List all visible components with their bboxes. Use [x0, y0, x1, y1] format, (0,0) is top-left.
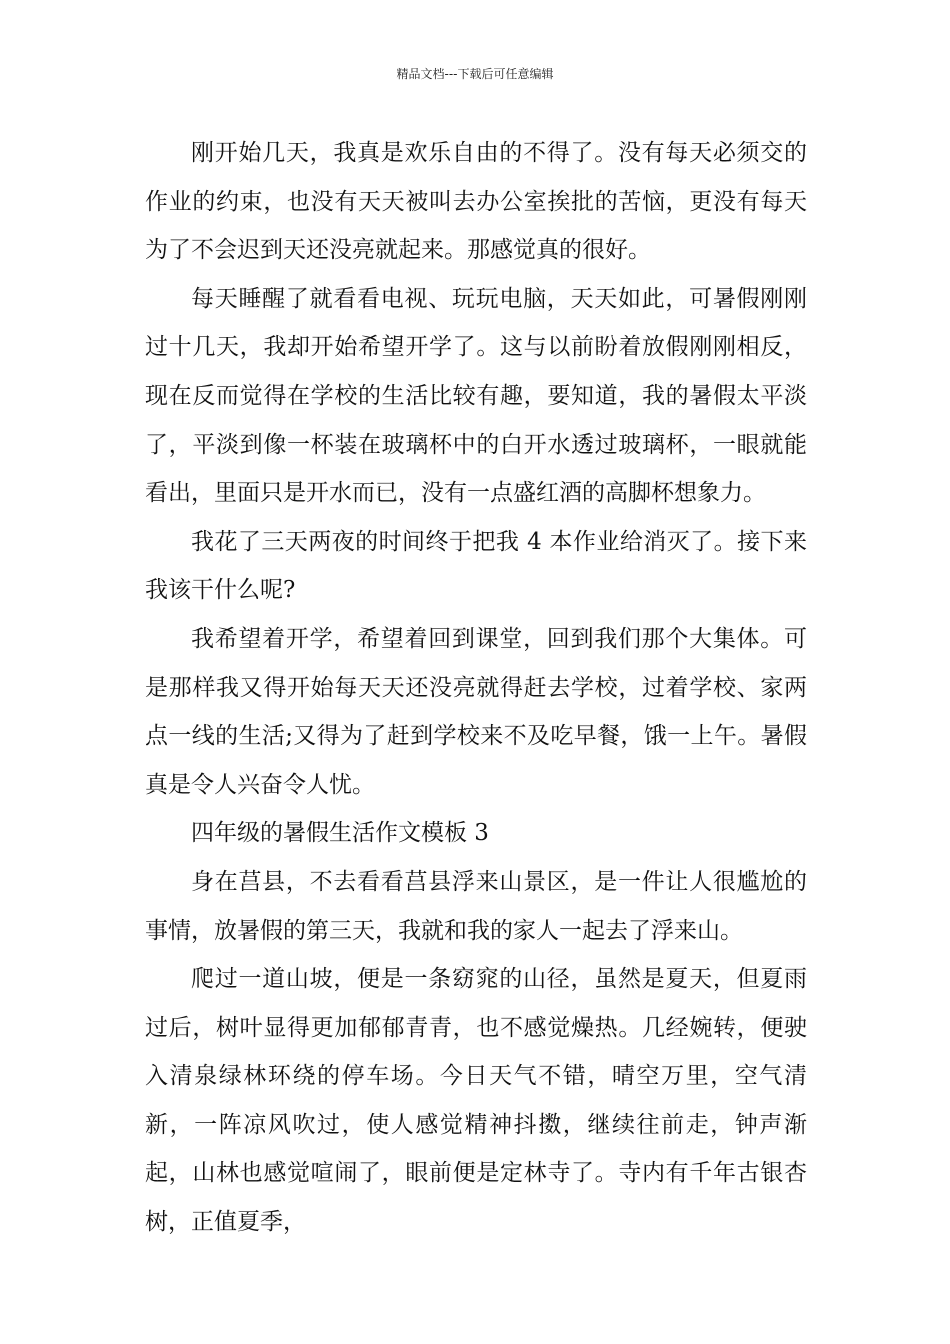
paragraph: 刚开始几天，我真是欢乐自由的不得了。没有每天必须交的作业的约束，也没有天天被叫去办公室挨批的苦恼，更没有每天为了不会迟到天还没亮就起来。那感觉真的很好。	[145, 140, 807, 264]
document-body	[145, 129, 807, 1247]
section-heading: 四年级的暑假生活作文模板 3	[191, 820, 489, 847]
paragraph: 身在莒县，不去看看莒县浮来山景区，是一件让人很尴尬的事情，放暑假的第三天，我就和我的家人一起去了浮来山。	[145, 868, 807, 944]
paragraph: 我花了三天两夜的时间终于把我 4 本作业给消灭了。接下来我该干什么呢?	[145, 528, 807, 604]
paragraph: 我希望着开学，希望着回到课堂，回到我们那个大集体。可是那样我又得开始每天天还没亮就得赶去学校，过着学校、家两点一线的生活;又得为了赶到学校来不及吃早餐，饿一上午。暑假真是令人兴奋令人忧。	[145, 625, 807, 798]
paragraph: 每天睡醒了就看看电视、玩玩电脑，天天如此，可暑假刚刚过十几天，我却开始希望开学了。这与以前盼着放假刚刚相反，现在反而觉得在学校的生活比较有趣，要知道，我的暑假太平淡了，平淡到像一杯装在玻璃杯中的白开水透过玻璃杯，一眼就能看出，里面只是开水而已，没有一点盛红酒的高脚杯想象力。	[145, 285, 807, 507]
page-header: 精品文档---下载后可任意编辑	[396, 67, 554, 81]
paragraph: 爬过一道山坡，便是一条窈窕的山径，虽然是夏天，但夏雨过后，树叶显得更加郁郁青青，也不感觉燥热。几经婉转，便驶入清泉绿林环绕的停车场。今日天气不错，晴空万里，空气清新，一阵凉风吹过，使人感觉精神抖擞，继续往前走，钟声渐起，山林也感觉喧闹了，眼前便是定林寺了。寺内有千年古银杏树，正值夏季，	[145, 966, 807, 1236]
